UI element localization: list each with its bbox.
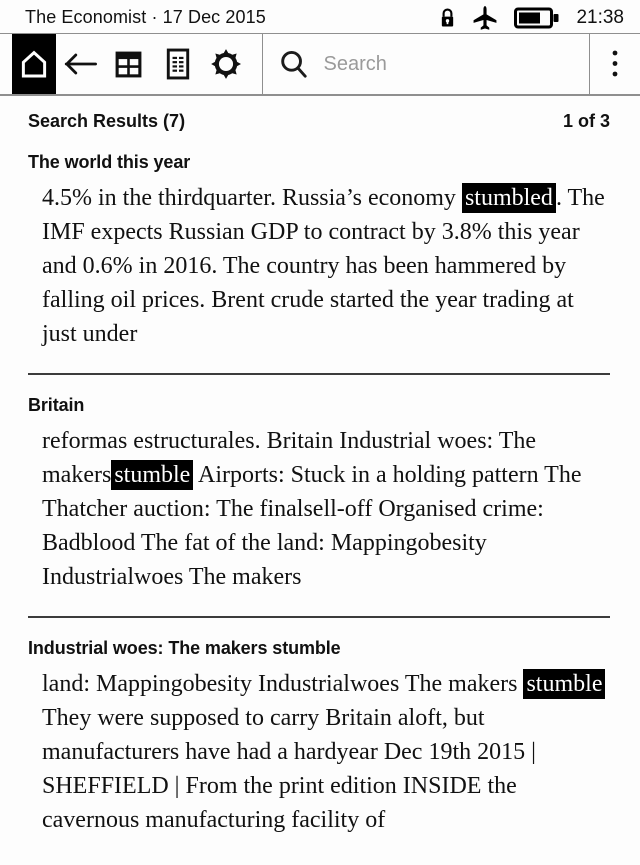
back-arrow-icon: [62, 49, 98, 79]
search-match-highlight: stumble: [111, 460, 193, 490]
search-icon: [278, 48, 309, 81]
results-header: [28, 111, 610, 132]
lock-icon: [439, 7, 456, 29]
toolbar: [0, 33, 640, 96]
status-bar: [0, 0, 640, 33]
excerpt-text: 4.5% in the thirdquarter. Russia’s economy: [42, 185, 462, 211]
home-button[interactable]: [12, 34, 56, 94]
library-view-button[interactable]: [105, 34, 154, 94]
grid-icon: [113, 49, 144, 80]
gear-icon: [208, 46, 244, 82]
search-result-item[interactable]: [28, 373, 610, 594]
overflow-menu-button[interactable]: [589, 34, 640, 94]
excerpt-text: Airports: Stuck in a holding pattern The Thatcher auction: The finalsell-off Organised crime: Badblood The fat of the land: Mappingobesity Industrialwoes The makers: [42, 462, 582, 590]
back-button[interactable]: [56, 34, 105, 94]
home-icon: [17, 47, 51, 81]
search-box[interactable]: [263, 34, 589, 94]
result-title: The world this year: [28, 152, 191, 172]
result-excerpt: [28, 667, 610, 837]
result-excerpt: [28, 181, 610, 351]
battery-icon: [514, 7, 559, 29]
settings-button[interactable]: [202, 34, 251, 94]
results-title: Search Results (7): [28, 111, 186, 131]
search-results-panel: [0, 111, 640, 837]
excerpt-text: . The IMF expects Russian GDP to contract by 3.8% this year and 0.6% in 2016. The country has been hammered by falling oil prices. Brent crude started the year trading at just under: [42, 185, 605, 347]
search-input[interactable]: [324, 53, 589, 76]
airplane-mode-icon: [471, 4, 499, 32]
document-icon: [163, 47, 193, 81]
results-pagination: 1 of 3: [562, 111, 610, 131]
status-title: The Economist · 17 Dec 2015: [25, 7, 266, 27]
search-result-item[interactable]: [28, 152, 610, 351]
vertical-ellipsis-icon: [610, 48, 620, 80]
result-title: Britain: [28, 395, 85, 415]
article-list-button[interactable]: [153, 34, 202, 94]
result-excerpt: [28, 424, 610, 594]
excerpt-text: land: Mappingobesity Industrialwoes The makers: [42, 671, 524, 697]
clock-time: 21:38: [576, 6, 624, 28]
excerpt-text: reformas estructurales. Britain Industrial woes: The makers: [42, 428, 537, 488]
search-match-highlight: stumble: [523, 669, 605, 699]
excerpt-text: They were supposed to carry Britain aloft, but manufacturers have had a hardyear Dec 19th 2015 | SHEFFIELD | From the print edition INSIDE the cavernous manufacturing facility of: [42, 705, 536, 833]
search-result-item[interactable]: [28, 616, 610, 837]
result-title: Industrial woes: The makers stumble: [28, 638, 341, 658]
results-list: [28, 152, 610, 837]
status-icons: [439, 4, 624, 32]
search-match-highlight: stumbled: [462, 183, 556, 213]
